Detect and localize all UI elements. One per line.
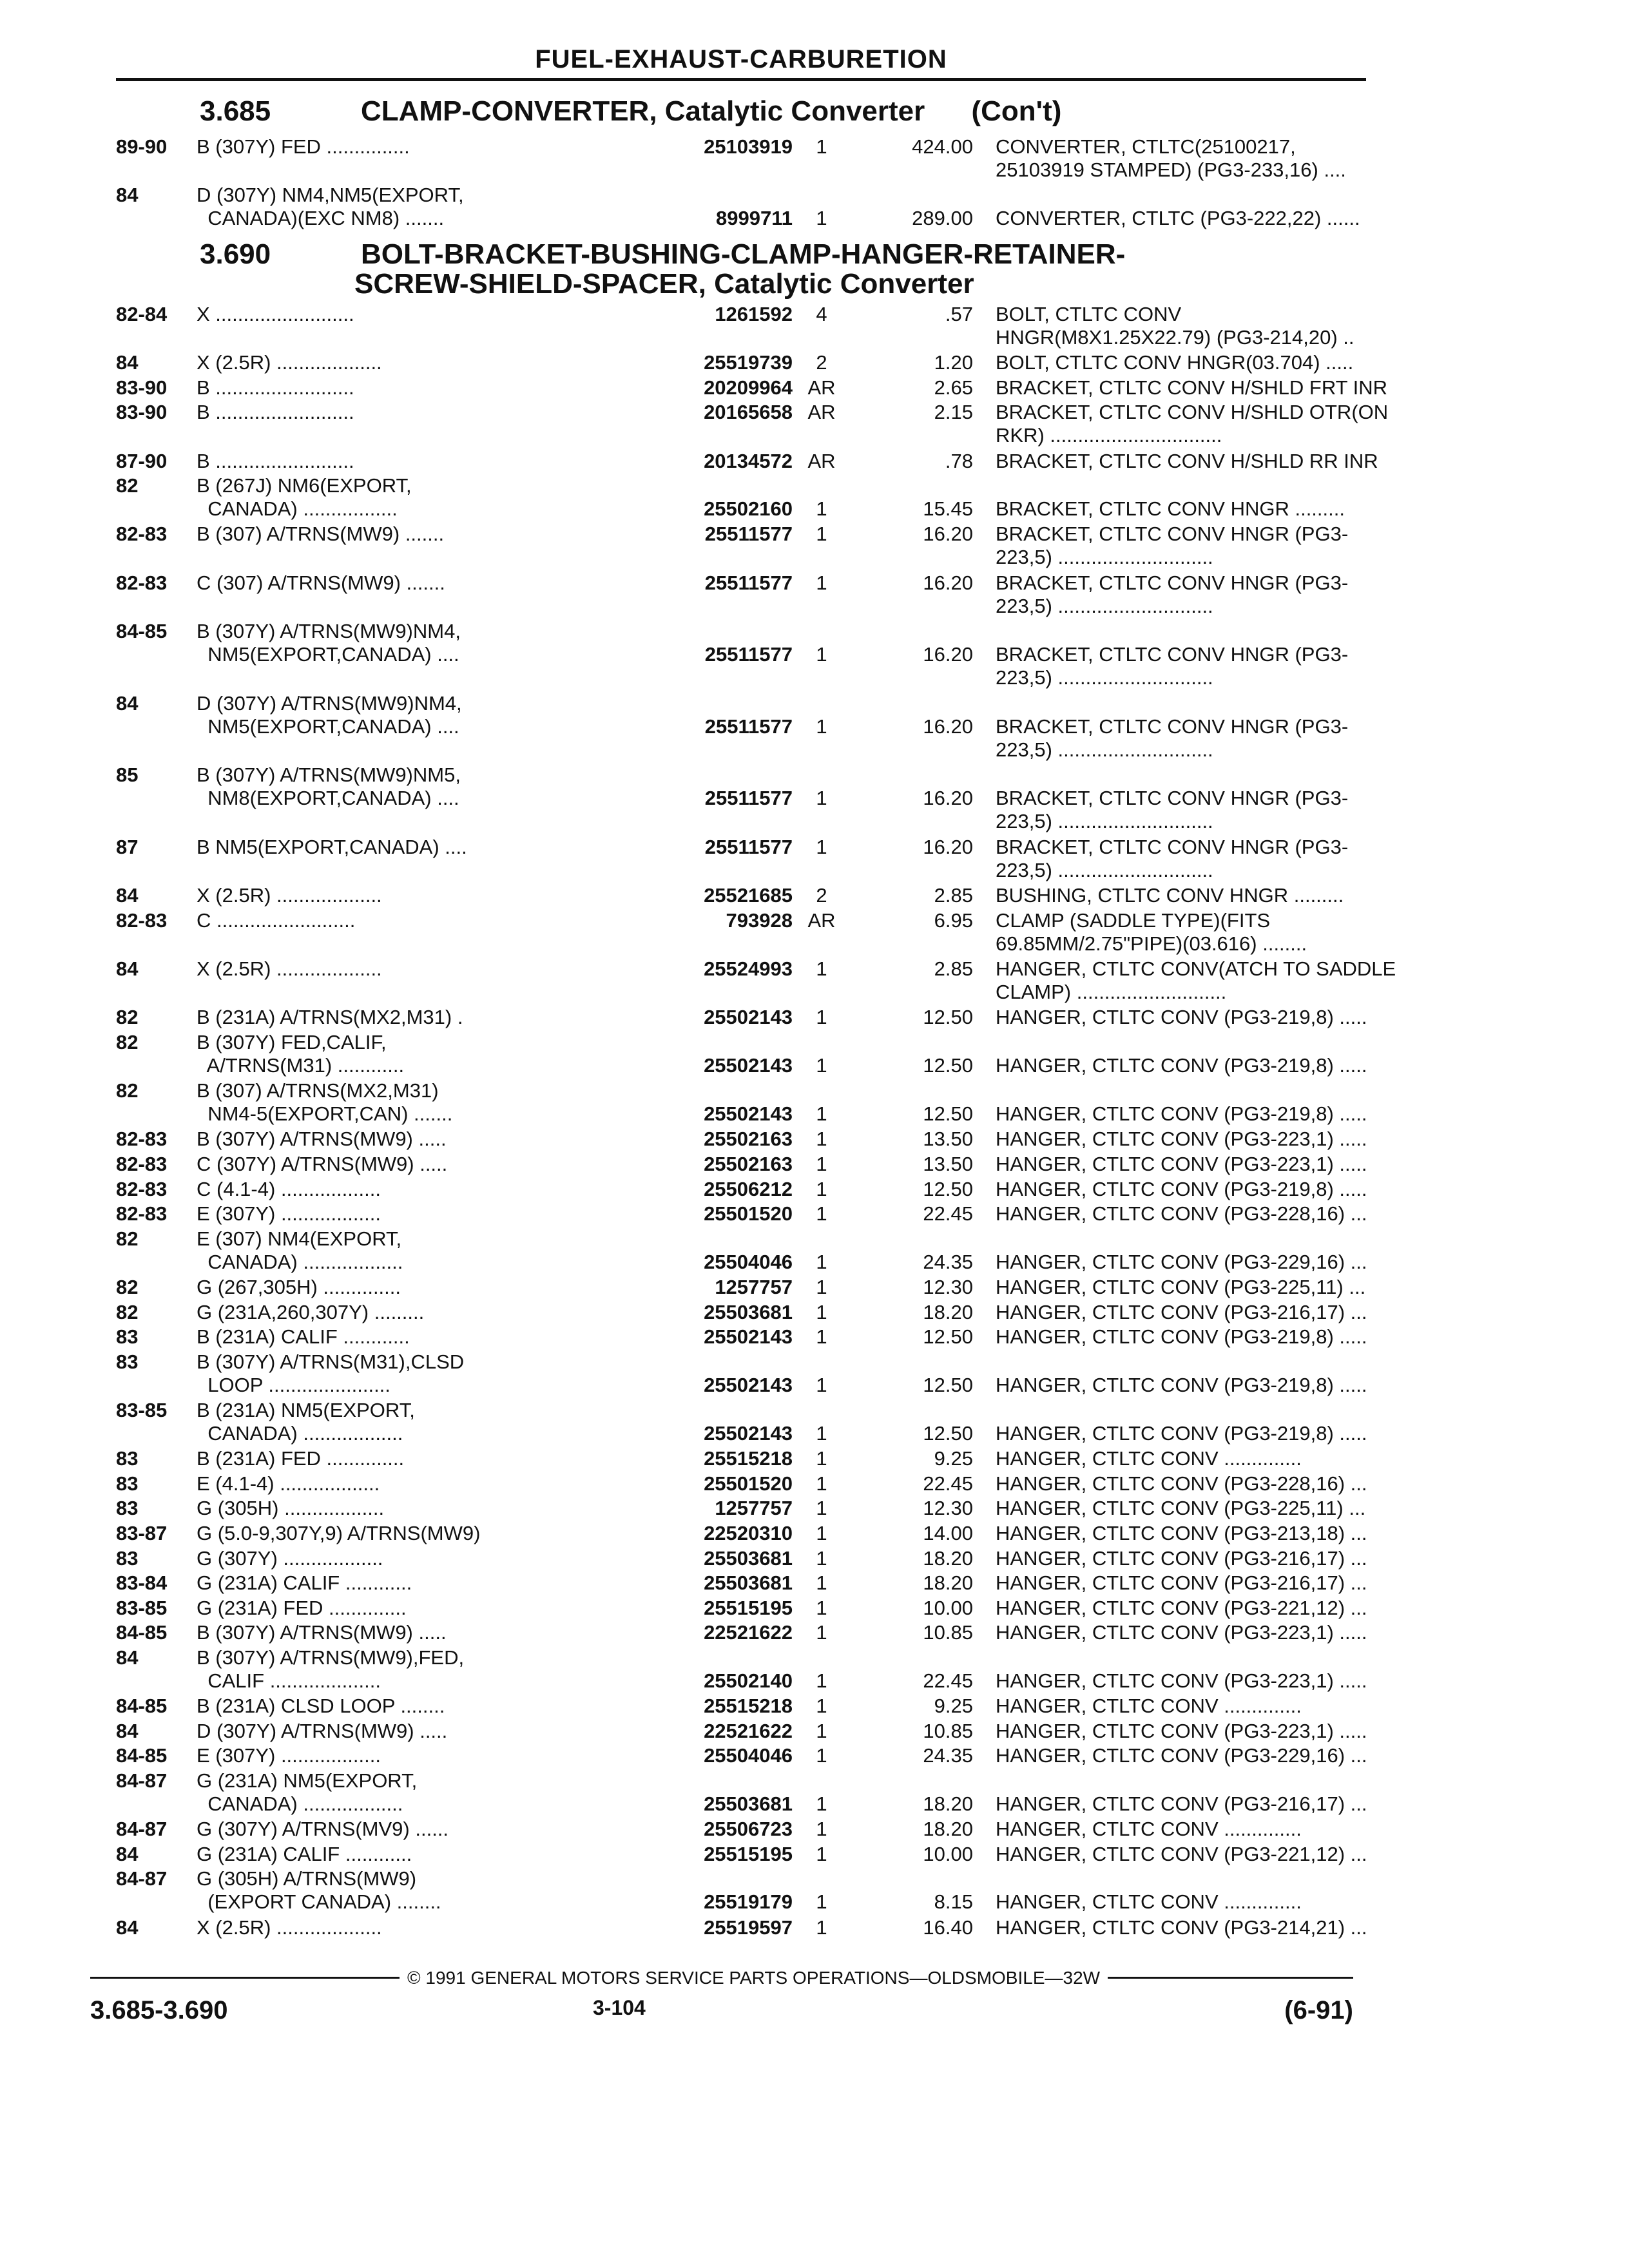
part-description: BUSHING, CTLTC CONV HNGR ......... [996, 884, 1344, 907]
part-quantity: 1 [816, 1250, 827, 1273]
part-application: C ......................... [197, 909, 356, 932]
part-description: CLAMP (SADDLE TYPE)(FITS 69.85MM/2.75"PIPE)(03.616) ........ [996, 909, 1307, 955]
section-title-text: CLAMP-CONVERTER, Catalytic Converter [361, 95, 925, 127]
part-description: HANGER, CTLTC CONV (PG3-219,8) ..... [996, 1102, 1367, 1126]
part-application: E (307) NM4(EXPORT, CANADA) .................. [197, 1227, 403, 1273]
part-quantity: 1 [816, 1546, 827, 1570]
part-application: G (231A) CALIF ............ [197, 1842, 412, 1865]
part-description: HANGER, CTLTC CONV (PG3-219,8) ..... [996, 1054, 1367, 1077]
part-application: B (307Y) FED ............... [197, 135, 410, 158]
part-description: CONVERTER, CTLTC(25100217, 25103919 STAMPED) (PG3-233,16) .... [996, 135, 1346, 181]
part-application: C (307Y) A/TRNS(MW9) ..... [197, 1153, 448, 1175]
part-number: 25103919 [704, 135, 793, 158]
part-application: G (231A) CALIF ............ [197, 1571, 412, 1595]
part-quantity: 1 [816, 207, 827, 230]
part-years: 89-90 [116, 135, 168, 158]
part-description: HANGER, CTLTC CONV .............. [996, 1818, 1302, 1841]
part-number: 25515218 [704, 1447, 793, 1470]
part-quantity: 1 [816, 571, 827, 594]
part-quantity: 1 [816, 135, 827, 158]
part-application: B ......................... [197, 376, 354, 399]
part-application: C (307) A/TRNS(MW9) ....... [197, 571, 445, 594]
part-number: 25511577 [704, 715, 793, 738]
part-description: BRACKET, CTLTC CONV HNGR (PG3- 223,5) ............................ [996, 571, 1349, 617]
part-years: 84-87 [116, 1818, 168, 1841]
section-suffix: (Con't) [971, 95, 1062, 127]
part-description: HANGER, CTLTC CONV (PG3-214,21) ... [996, 1916, 1367, 1939]
part-quantity: 1 [816, 1571, 827, 1595]
part-years: 83 [116, 1350, 139, 1373]
part-years: 82-83 [116, 909, 168, 932]
part-number: 25515218 [704, 1695, 793, 1718]
part-description: HANGER, CTLTC CONV (PG3-225,11) ... [996, 1276, 1366, 1298]
part-application: B (231A) A/TRNS(MX2,M31) . [197, 1006, 463, 1029]
part-years: 83 [116, 1497, 139, 1520]
part-price: 18.20 [923, 1792, 973, 1815]
part-years: 82 [116, 1031, 139, 1053]
part-price: 2.15 [934, 401, 973, 424]
part-years: 84-85 [116, 1621, 168, 1644]
page-header [116, 45, 1366, 81]
part-quantity: 1 [816, 1006, 827, 1029]
part-price: 15.45 [923, 497, 973, 521]
part-years: 84 [116, 351, 139, 374]
part-application: B (307Y) A/TRNS(MW9) ..... [197, 1128, 447, 1151]
part-number: 1257757 [715, 1276, 793, 1298]
part-quantity: 1 [816, 1497, 827, 1520]
part-quantity: 1 [816, 1128, 827, 1151]
part-number: 25502140 [704, 1669, 793, 1692]
part-quantity: 1 [816, 1522, 827, 1544]
part-price: 16.20 [923, 523, 973, 546]
part-application: B (307) A/TRNS(MX2,M31) NM4-5(EXPORT,CAN) ....... [197, 1079, 453, 1126]
part-number: 1261592 [715, 303, 793, 325]
part-number: 25515195 [704, 1596, 793, 1619]
part-price: 12.50 [923, 1006, 973, 1029]
part-description: HANGER, CTLTC CONV (PG3-223,1) ..... [996, 1669, 1367, 1692]
part-description: HANGER, CTLTC CONV (PG3-216,17) ... [996, 1300, 1367, 1323]
part-years: 87-90 [116, 449, 168, 472]
part-number: 25502143 [704, 1102, 793, 1126]
part-application: X (2.5R) ................... [197, 957, 382, 981]
part-application: G (307Y) .................. [197, 1546, 383, 1570]
part-price: 22.45 [923, 1472, 973, 1495]
part-quantity: 1 [816, 1102, 827, 1126]
part-price: 22.45 [923, 1202, 973, 1225]
section-title-2 [354, 238, 1126, 300]
part-years: 87 [116, 836, 139, 859]
part-quantity: 1 [816, 523, 827, 546]
part-years: 82 [116, 1079, 139, 1102]
part-quantity: 1 [816, 1890, 827, 1914]
part-price: 16.20 [923, 715, 973, 738]
part-quantity: 1 [816, 1472, 827, 1495]
part-application: B NM5(EXPORT,CANADA) .... [197, 836, 467, 859]
part-price: 12.50 [923, 1325, 973, 1349]
page-title: FUEL-EXHAUST-CARBURETION [535, 45, 947, 73]
part-price: 9.25 [934, 1447, 973, 1470]
part-price: 8.15 [934, 1890, 973, 1914]
part-number: 25501520 [704, 1202, 793, 1225]
part-years: 83 [116, 1546, 139, 1570]
part-description: BRACKET, CTLTC CONV HNGR ......... [996, 497, 1345, 521]
part-quantity: 1 [816, 1153, 827, 1175]
part-number: 25502143 [704, 1006, 793, 1029]
part-description: BRACKET, CTLTC CONV HNGR (PG3- 223,5) ............................ [996, 715, 1349, 761]
part-application: G (231A) FED .............. [197, 1596, 407, 1619]
part-number: 20165658 [704, 401, 793, 424]
part-number: 25519739 [704, 351, 793, 374]
part-years: 84 [116, 1842, 139, 1865]
part-quantity: 1 [816, 1621, 827, 1644]
part-price: 13.50 [923, 1128, 973, 1151]
part-years: 83-90 [116, 376, 168, 399]
part-description: HANGER, CTLTC CONV .............. [996, 1695, 1302, 1718]
part-quantity: 1 [816, 1300, 827, 1323]
part-price: 16.20 [923, 836, 973, 859]
part-number: 25515195 [704, 1842, 793, 1865]
part-description: HANGER, CTLTC CONV (PG3-216,17) ... [996, 1571, 1367, 1595]
part-years: 83-85 [116, 1596, 168, 1619]
part-application: B (307Y) A/TRNS(M31),CLSD LOOP ...................... [197, 1350, 465, 1396]
part-quantity: 1 [816, 1202, 827, 1225]
part-price: 289.00 [912, 207, 973, 230]
part-years: 84 [116, 1646, 139, 1669]
part-years: 83-90 [116, 401, 168, 424]
part-application: D (307Y) NM4,NM5(EXPORT, CANADA)(EXC NM8) ....... [197, 184, 464, 230]
part-number: 25511577 [704, 787, 793, 810]
part-years: 85 [116, 764, 139, 787]
part-years: 82 [116, 1227, 139, 1250]
section-title-1 [361, 97, 1061, 126]
part-description: HANGER, CTLTC CONV (PG3-229,16) ... [996, 1744, 1367, 1767]
part-description: HANGER, CTLTC CONV (PG3-216,17) ... [996, 1792, 1367, 1815]
part-price: 9.25 [934, 1695, 973, 1718]
header-rule [116, 78, 1366, 81]
part-years: 82-83 [116, 1177, 168, 1200]
part-application: B (307Y) FED,CALIF, A/TRNS(M31) ............ [197, 1031, 405, 1077]
part-application: E (4.1-4) .................. [197, 1472, 380, 1495]
footer-page-number: 3-104 [593, 1996, 646, 2019]
part-quantity: AR [807, 401, 836, 424]
part-application: E (307Y) .................. [197, 1744, 381, 1767]
part-price: 12.30 [923, 1497, 973, 1520]
part-number: 25502163 [704, 1128, 793, 1151]
part-price: 13.50 [923, 1153, 973, 1175]
part-price: 24.35 [923, 1250, 973, 1273]
part-number: 25502163 [704, 1153, 793, 1175]
part-price: 18.20 [923, 1818, 973, 1841]
part-application: G (307Y) A/TRNS(MV9) ...... [197, 1818, 449, 1841]
part-quantity: 1 [816, 1719, 827, 1742]
part-application: B (307Y) A/TRNS(MW9)NM4, NM5(EXPORT,CANADA) .... [197, 619, 461, 666]
part-number: 22520310 [704, 1522, 793, 1544]
part-quantity: 1 [816, 1695, 827, 1718]
part-description: HANGER, CTLTC CONV (PG3-221,12) ... [996, 1842, 1367, 1865]
part-application: D (307Y) A/TRNS(MW9) ..... [197, 1719, 448, 1742]
part-price: 16.20 [923, 571, 973, 594]
part-price: 12.50 [923, 1422, 973, 1445]
part-quantity: AR [807, 376, 836, 399]
section-code-2: 3.690 [200, 238, 271, 270]
part-years: 82-83 [116, 1128, 168, 1151]
part-description: HANGER, CTLTC CONV (PG3-223,1) ..... [996, 1621, 1367, 1644]
part-number: 20134572 [704, 449, 793, 472]
part-application: C (4.1-4) .................. [197, 1177, 381, 1200]
part-price: 424.00 [912, 135, 973, 158]
part-years: 82 [116, 474, 139, 497]
part-number: 25503681 [704, 1792, 793, 1815]
part-number: 25502143 [704, 1054, 793, 1077]
part-years: 82-84 [116, 303, 168, 325]
part-price: 18.20 [923, 1300, 973, 1323]
part-years: 84 [116, 1916, 139, 1939]
part-number: 25502160 [704, 497, 793, 521]
part-years: 83-87 [116, 1522, 168, 1544]
part-quantity: 1 [816, 1596, 827, 1619]
part-quantity: 1 [816, 1325, 827, 1349]
part-number: 25519179 [704, 1890, 793, 1914]
part-quantity: AR [807, 449, 836, 472]
part-number: 25511577 [704, 836, 793, 859]
part-quantity: 1 [816, 1842, 827, 1865]
part-description: HANGER, CTLTC CONV (PG3-213,18) ... [996, 1522, 1367, 1544]
part-quantity: 2 [816, 884, 827, 907]
part-application: B (307Y) A/TRNS(MW9)NM5, NM8(EXPORT,CANADA) .... [197, 764, 461, 810]
part-quantity: 1 [816, 787, 827, 810]
part-years: 83 [116, 1325, 139, 1349]
part-years: 84-87 [116, 1769, 168, 1792]
part-quantity: 4 [816, 303, 827, 325]
part-quantity: 1 [816, 1916, 827, 1939]
footer-date: (6-91) [1284, 1996, 1353, 2024]
part-price: 10.00 [923, 1842, 973, 1865]
part-years: 84-85 [116, 619, 168, 642]
part-application: B (231A) NM5(EXPORT, CANADA) .................. [197, 1399, 415, 1445]
part-description: HANGER, CTLTC CONV .............. [996, 1447, 1302, 1470]
part-application: G (231A,260,307Y) ......... [197, 1300, 425, 1323]
part-application: B (307Y) A/TRNS(MW9),FED, CALIF .................... [197, 1646, 465, 1692]
part-price: 1.20 [934, 351, 973, 374]
part-description: HANGER, CTLTC CONV (PG3-223,1) ..... [996, 1719, 1367, 1742]
part-price: 6.95 [934, 909, 973, 932]
part-description: HANGER, CTLTC CONV (PG3-221,12) ... [996, 1596, 1367, 1619]
part-description: HANGER, CTLTC CONV .............. [996, 1890, 1302, 1914]
part-years: 84-87 [116, 1867, 168, 1890]
part-years: 84 [116, 184, 139, 207]
part-years: 82-83 [116, 523, 168, 546]
part-number: 22521622 [704, 1621, 793, 1644]
part-description: BRACKET, CTLTC CONV H/SHLD FRT INR [996, 376, 1388, 399]
part-description: CONVERTER, CTLTC (PG3-222,22) ...... [996, 207, 1360, 230]
part-quantity: 1 [816, 836, 827, 859]
part-quantity: 1 [816, 1276, 827, 1298]
part-application: B (231A) CLSD LOOP ........ [197, 1695, 445, 1718]
part-description: BRACKET, CTLTC CONV HNGR (PG3- 223,5) ............................ [996, 836, 1349, 882]
part-price: 16.20 [923, 642, 973, 666]
part-price: 12.30 [923, 1276, 973, 1298]
part-application: X (2.5R) ................... [197, 1916, 382, 1939]
section-code-1: 3.685 [200, 95, 271, 127]
part-price: 18.20 [923, 1546, 973, 1570]
part-number: 25501520 [704, 1472, 793, 1495]
part-years: 84 [116, 691, 139, 715]
part-years: 82 [116, 1276, 139, 1298]
section-title-line2: SCREW-SHIELD-SPACER, Catalytic Converter [354, 268, 974, 300]
part-application: B ......................... [197, 401, 354, 424]
part-description: BRACKET, CTLTC CONV HNGR (PG3- 223,5) ............................ [996, 523, 1349, 569]
part-price: 16.40 [923, 1916, 973, 1939]
part-number: 25511577 [704, 571, 793, 594]
part-price: 12.50 [923, 1373, 973, 1396]
part-quantity: 1 [816, 497, 827, 521]
part-number: 25502143 [704, 1373, 793, 1396]
part-years: 82 [116, 1300, 139, 1323]
part-description: HANGER, CTLTC CONV (PG3-219,8) ..... [996, 1373, 1367, 1396]
part-description: BOLT, CTLTC CONV HNGR(M8X1.25X22.79) (PG3-214,20) .. [996, 303, 1354, 349]
part-quantity: 1 [816, 1422, 827, 1445]
part-number: 25521685 [704, 884, 793, 907]
part-price: .78 [945, 449, 973, 472]
part-price: 10.85 [923, 1719, 973, 1742]
part-description: BRACKET, CTLTC CONV HNGR (PG3- 223,5) ............................ [996, 642, 1349, 689]
page-footer [90, 1968, 1353, 2024]
part-number: 22521622 [704, 1719, 793, 1742]
part-quantity: 1 [816, 1669, 827, 1692]
part-quantity: 2 [816, 351, 827, 374]
part-number: 25511577 [704, 523, 793, 546]
part-description: HANGER, CTLTC CONV (PG3-229,16) ... [996, 1250, 1367, 1273]
part-application: E (307Y) .................. [197, 1202, 381, 1225]
part-years: 83 [116, 1472, 139, 1495]
part-quantity: 1 [816, 1744, 827, 1767]
part-price: 16.20 [923, 787, 973, 810]
part-application: B (231A) FED .............. [197, 1447, 405, 1470]
part-application: X (2.5R) ................... [197, 351, 382, 374]
part-application: X (2.5R) ................... [197, 884, 382, 907]
part-number: 8999711 [716, 207, 793, 230]
part-quantity: 1 [816, 1373, 827, 1396]
part-quantity: 1 [816, 1177, 827, 1200]
part-quantity: 1 [816, 1792, 827, 1815]
part-years: 83 [116, 1447, 139, 1470]
part-application: B (267J) NM6(EXPORT, CANADA) ................. [197, 474, 412, 521]
part-price: 2.85 [934, 884, 973, 907]
part-description: BRACKET, CTLTC CONV H/SHLD RR INR [996, 449, 1378, 472]
part-years: 82 [116, 1006, 139, 1029]
part-price: 2.65 [934, 376, 973, 399]
part-number: 20209964 [704, 376, 793, 399]
part-number: 25506723 [704, 1818, 793, 1841]
part-application: B (231A) CALIF ............ [197, 1325, 410, 1349]
part-number: 793928 [726, 909, 793, 932]
footer-copyright: © 1991 GENERAL MOTORS SERVICE PARTS OPERATIONS—OLDSMOBILE—32W [400, 1968, 1108, 1988]
part-price: .57 [945, 303, 973, 325]
part-description: BRACKET, CTLTC CONV H/SHLD OTR(ON RKR) ............................... [996, 401, 1389, 447]
part-number: 25519597 [704, 1916, 793, 1939]
part-number: 25504046 [704, 1744, 793, 1767]
part-price: 14.00 [923, 1522, 973, 1544]
part-quantity: 1 [816, 1818, 827, 1841]
part-number: 25511577 [704, 642, 793, 666]
part-number: 25503681 [704, 1571, 793, 1595]
part-quantity: 1 [816, 957, 827, 981]
part-number: 25502143 [704, 1422, 793, 1445]
part-application: D (307Y) A/TRNS(MW9)NM4, NM5(EXPORT,CANADA) .... [197, 691, 462, 738]
part-price: 10.85 [923, 1621, 973, 1644]
part-number: 25506212 [704, 1177, 793, 1200]
part-number: 25502143 [704, 1325, 793, 1349]
part-years: 84 [116, 957, 139, 981]
part-application: G (305H) .................. [197, 1497, 385, 1520]
part-years: 84 [116, 884, 139, 907]
part-description: HANGER, CTLTC CONV (PG3-219,8) ..... [996, 1177, 1367, 1200]
part-description: HANGER, CTLTC CONV (PG3-216,17) ... [996, 1546, 1367, 1570]
part-application: G (305H) A/TRNS(MW9) (EXPORT CANADA) ........ [197, 1867, 441, 1914]
part-description: HANGER, CTLTC CONV (PG3-228,16) ... [996, 1202, 1367, 1225]
part-years: 83-84 [116, 1571, 168, 1595]
part-years: 82-83 [116, 571, 168, 594]
part-years: 82-83 [116, 1202, 168, 1225]
part-application: G (5.0-9,307Y,9) A/TRNS(MW9) [197, 1522, 481, 1544]
part-description: BRACKET, CTLTC CONV HNGR (PG3- 223,5) ............................ [996, 787, 1349, 833]
part-application: G (231A) NM5(EXPORT, CANADA) .................. [197, 1769, 418, 1815]
part-years: 82-83 [116, 1153, 168, 1175]
part-price: 22.45 [923, 1669, 973, 1692]
part-number: 25503681 [704, 1546, 793, 1570]
part-description: HANGER, CTLTC CONV (PG3-223,1) ..... [996, 1153, 1367, 1175]
part-application: G (267,305H) .............. [197, 1276, 401, 1298]
part-price: 12.50 [923, 1054, 973, 1077]
part-quantity: 1 [816, 1447, 827, 1470]
part-price: 12.50 [923, 1102, 973, 1126]
part-quantity: 1 [816, 642, 827, 666]
part-application: B (307Y) A/TRNS(MW9) ..... [197, 1621, 447, 1644]
part-application: B (307) A/TRNS(MW9) ....... [197, 523, 445, 546]
part-number: 25503681 [704, 1300, 793, 1323]
part-number: 1257757 [715, 1497, 793, 1520]
part-description: HANGER, CTLTC CONV (PG3-219,8) ..... [996, 1006, 1367, 1029]
part-description: HANGER, CTLTC CONV (PG3-219,8) ..... [996, 1325, 1367, 1349]
part-description: HANGER, CTLTC CONV(ATCH TO SADDLE CLAMP) ........................... [996, 957, 1396, 1004]
part-price: 18.20 [923, 1571, 973, 1595]
part-years: 84 [116, 1719, 139, 1742]
part-price: 24.35 [923, 1744, 973, 1767]
section-title-line1: BOLT-BRACKET-BUSHING-CLAMP-HANGER-RETAINER- [361, 238, 1126, 270]
part-application: B ......................... [197, 449, 354, 472]
footer-section-range: 3.685-3.690 [90, 1996, 228, 2024]
part-description: HANGER, CTLTC CONV (PG3-223,1) ..... [996, 1128, 1367, 1151]
part-description: BOLT, CTLTC CONV HNGR(03.704) ..... [996, 351, 1354, 374]
part-application: X ......................... [197, 303, 354, 325]
part-price: 2.85 [934, 957, 973, 981]
part-price: 12.50 [923, 1177, 973, 1200]
part-number: 25524993 [704, 957, 793, 981]
part-number: 25504046 [704, 1250, 793, 1273]
part-description: HANGER, CTLTC CONV (PG3-225,11) ... [996, 1497, 1366, 1520]
part-description: HANGER, CTLTC CONV (PG3-219,8) ..... [996, 1422, 1367, 1445]
part-description: HANGER, CTLTC CONV (PG3-228,16) ... [996, 1472, 1367, 1495]
part-quantity: 1 [816, 715, 827, 738]
part-quantity: AR [807, 909, 836, 932]
part-price: 10.00 [923, 1596, 973, 1619]
part-years: 83-85 [116, 1399, 168, 1421]
part-years: 84-85 [116, 1695, 168, 1718]
part-years: 84-85 [116, 1744, 168, 1767]
part-quantity: 1 [816, 1054, 827, 1077]
